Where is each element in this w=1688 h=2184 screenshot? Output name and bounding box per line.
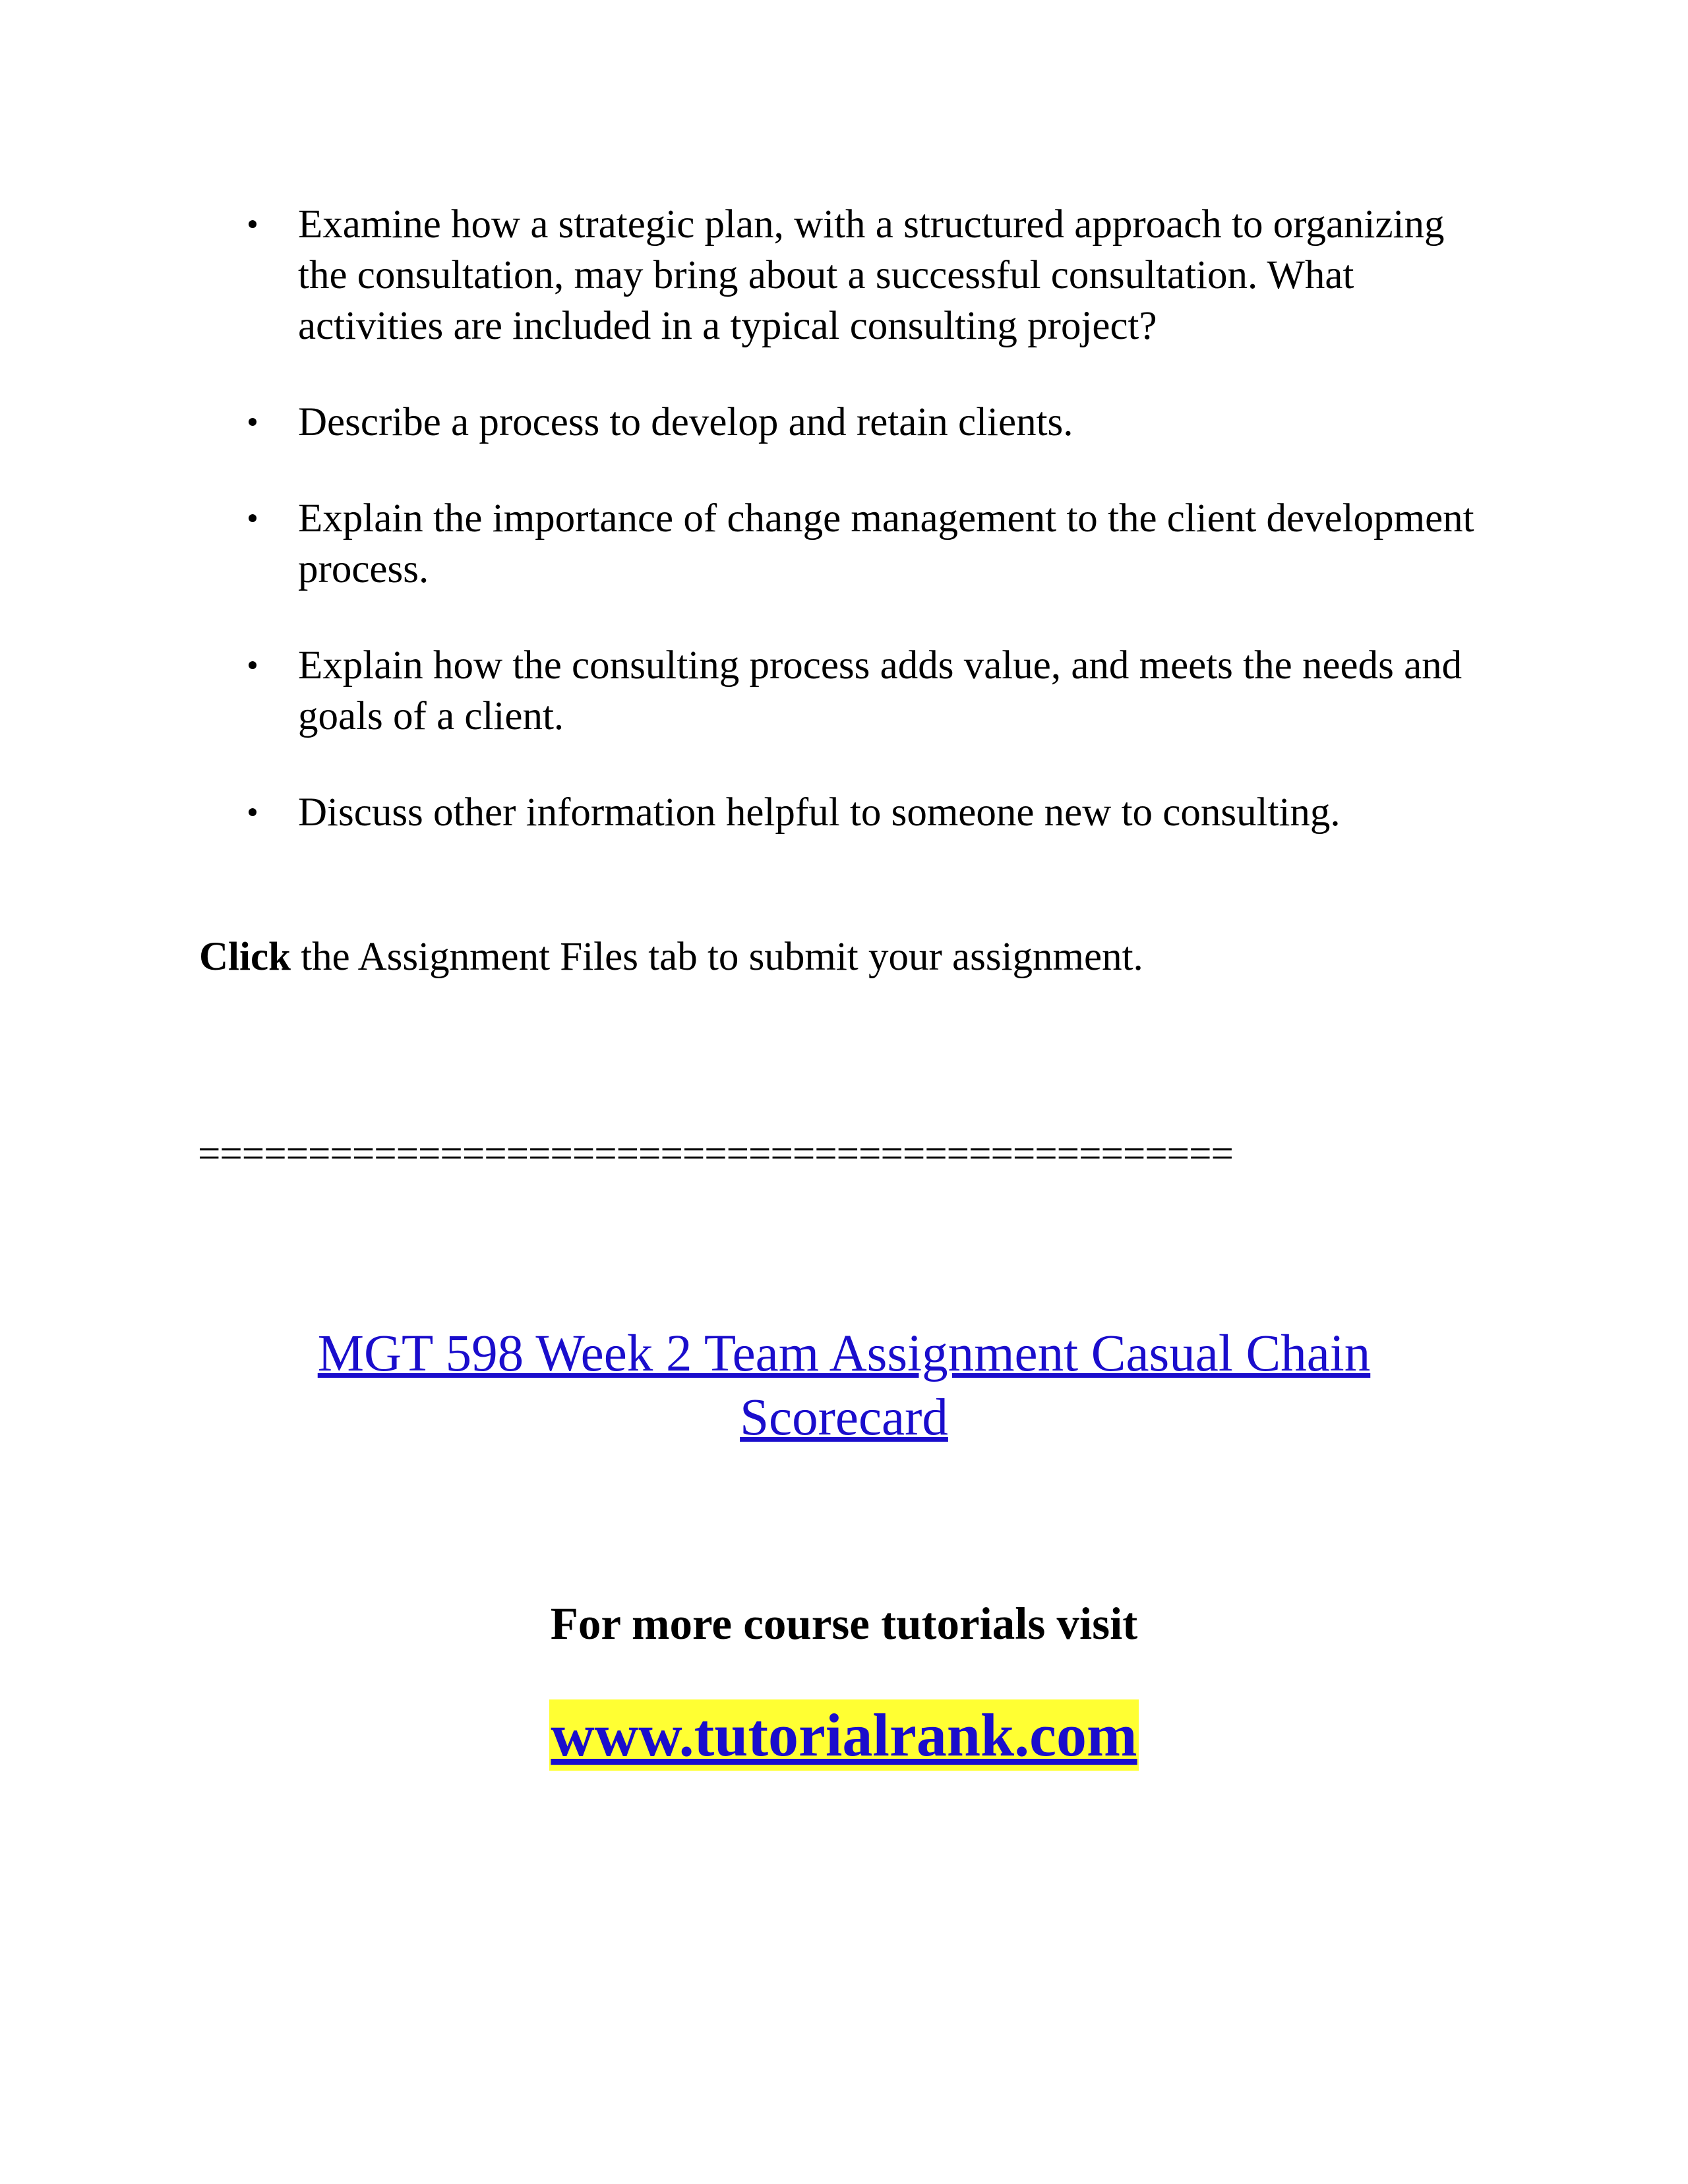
bullet-item <box>199 397 1492 448</box>
visit-heading: For more course tutorials visit <box>550 1599 1138 1649</box>
instruction-text: the Assignment Files tab to submit your assignment. <box>290 935 1143 979</box>
bullet-text: Examine how a strategic plan, with a structured approach to organizing the consultation, may bring about a successful consultation. What activities are included in a typical consulting project? <box>298 202 1445 348</box>
bullet-list <box>199 199 1492 883</box>
separator-line: =============================================== <box>198 1132 1233 1176</box>
bullet-dot-icon <box>249 418 256 426</box>
bullet-item <box>199 199 1492 351</box>
course-title-link[interactable]: MGT 598 Week 2 Team Assignment Casual Chain Scorecard <box>317 1325 1371 1446</box>
instruction-bold: Click <box>199 935 291 979</box>
bullet-text: Discuss other information helpful to someone new to consulting. <box>298 790 1341 835</box>
bullet-dot-icon <box>249 514 256 522</box>
bullet-text: Explain how the consulting process adds value, and meets the needs and goals of a client. <box>298 643 1462 738</box>
bullet-text: Explain the importance of change management to the client development process. <box>298 496 1474 591</box>
bullet-item <box>199 787 1492 838</box>
site-link-container <box>218 1699 1470 1771</box>
bullet-text: Describe a process to develop and retain clients. <box>298 400 1073 444</box>
submit-instruction <box>199 931 1143 982</box>
bullet-dot-icon <box>249 220 256 228</box>
website-link[interactable]: www.tutorialrank.com <box>549 1699 1138 1771</box>
bullet-item <box>199 640 1492 742</box>
bullet-item <box>199 493 1492 595</box>
bullet-dot-icon <box>249 808 256 816</box>
bullet-dot-icon <box>249 661 256 669</box>
